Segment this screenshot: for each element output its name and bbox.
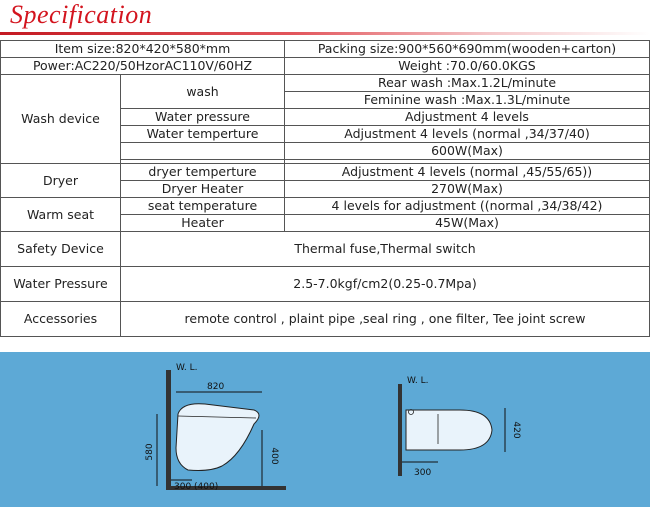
dryer-temperature-label: dryer temperture — [121, 164, 285, 181]
side-inner-height-label: 400 — [269, 447, 279, 465]
seat-temperature-label: seat temperature — [121, 198, 285, 215]
dryer-heater-label: Dryer Heater — [121, 181, 285, 198]
toilet-top-shape — [406, 410, 492, 450]
wash-power-value: 600W(Max) — [285, 143, 650, 160]
table-row — [1, 267, 650, 302]
weight-cell: Weight :70.0/60.0KGS — [285, 58, 650, 75]
wash-water-pressure-value: Adjustment 4 levels — [285, 109, 650, 126]
side-wall-line — [166, 370, 171, 490]
page-title: Specification — [10, 0, 153, 29]
power-cell: Power:AC220/50HzorAC110V/60HZ — [1, 58, 285, 75]
dryer-heater-value: 270W(Max) — [285, 181, 650, 198]
wash-water-temperature-value: Adjustment 4 levels (normal ,34/37/40) — [285, 126, 650, 143]
wash-power-empty-cell — [121, 143, 285, 160]
top-view-diagram — [398, 376, 521, 478]
table-row — [1, 58, 650, 75]
table-row — [1, 41, 650, 58]
table-row — [1, 198, 650, 215]
warm-seat-label: Warm seat — [1, 198, 121, 232]
wash-label: wash — [121, 75, 285, 109]
dryer-temperature-value: Adjustment 4 levels (normal ,45/55/65)) — [285, 164, 650, 181]
table-row — [1, 164, 650, 181]
packing-size-cell: Packing size:900*560*690mm(wooden+carton) — [285, 41, 650, 58]
top-wl-label: W. L. — [407, 376, 429, 386]
spec-table — [0, 40, 650, 337]
safety-device-value: Thermal fuse,Thermal switch — [121, 232, 650, 267]
side-offset-label: 300 (400) — [174, 482, 219, 492]
dimension-diagram — [0, 352, 650, 507]
water-pressure-value: 2.5-7.0kgf/cm2(0.25-0.7Mpa) — [121, 267, 650, 302]
accessories-label: Accessories — [1, 302, 121, 337]
safety-device-label: Safety Device — [1, 232, 121, 267]
seat-heater-value: 45W(Max) — [285, 215, 650, 232]
top-offset-label: 300 — [414, 468, 432, 478]
feminine-wash-value: Feminine wash :Max.1.3L/minute — [285, 92, 650, 109]
wash-device-label: Wash device — [1, 75, 121, 164]
wash-water-pressure-label: Water pressure — [121, 109, 285, 126]
seat-heater-label: Heater — [121, 215, 285, 232]
water-pressure-label: Water Pressure — [1, 267, 121, 302]
table-row — [1, 232, 650, 267]
table-row — [1, 75, 650, 92]
side-wl-label: W. L. — [176, 363, 198, 373]
seat-temperature-value: 4 levels for adjustment ((normal ,34/38/42) — [285, 198, 650, 215]
top-depth-label: 420 — [511, 421, 521, 439]
toilet-side-shape — [176, 404, 259, 471]
side-view-diagram — [145, 363, 286, 492]
item-size-cell: Item size:820*420*580*mm — [1, 41, 285, 58]
rear-wash-value: Rear wash :Max.1.2L/minute — [285, 75, 650, 92]
dryer-label: Dryer — [1, 164, 121, 198]
title-underline — [0, 32, 650, 35]
top-wall-line — [398, 384, 402, 476]
wash-water-temperature-label: Water temperture — [121, 126, 285, 143]
accessories-value: remote control , plaint pipe ,seal ring , one filter, Tee joint screw — [121, 302, 650, 337]
side-height-label: 580 — [145, 443, 155, 461]
side-width-label: 820 — [207, 382, 225, 392]
dimension-diagram-panel — [0, 352, 650, 507]
table-row — [1, 302, 650, 337]
